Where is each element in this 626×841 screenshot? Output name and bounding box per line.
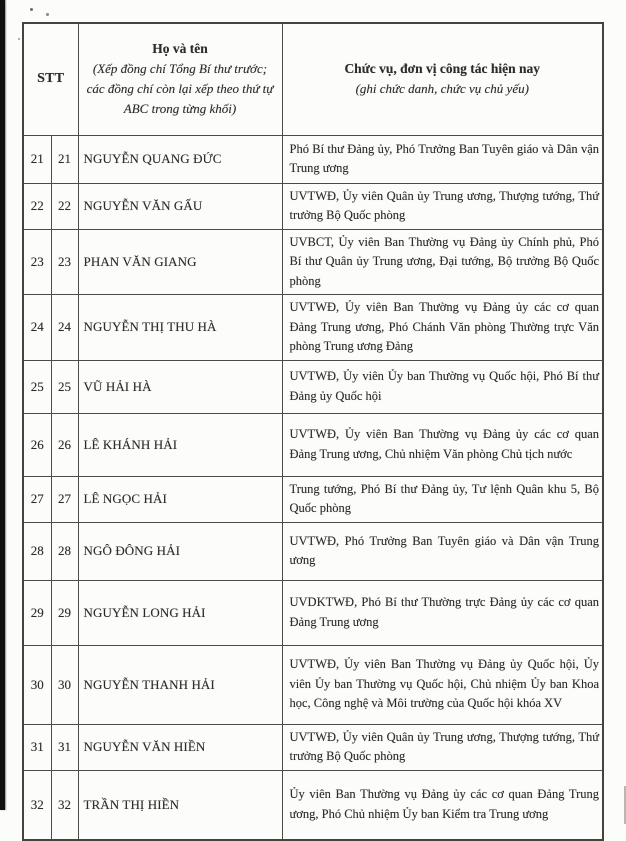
position-cell: UVBCT, Ủy viên Ban Thường vụ Đảng ủy Chính phủ, Phó Bí thư Quân ủy Trung ương, Đại tướng, Bộ trưởng Bộ Quốc phòng xyxy=(282,229,603,295)
header-position-note: (ghi chức danh, chức vụ chủ yếu) xyxy=(355,80,529,96)
header-position xyxy=(282,23,603,135)
table-row xyxy=(23,580,603,645)
header-row xyxy=(23,23,603,135)
table-row xyxy=(23,724,603,770)
stt-primary-cell: 29 xyxy=(23,580,51,645)
stt-primary-cell: 22 xyxy=(23,183,51,229)
scan-speck xyxy=(30,8,33,11)
name-cell: NGÔ ĐÔNG HẢI xyxy=(78,522,282,580)
table-body xyxy=(23,135,603,840)
table-row xyxy=(23,645,603,724)
table-row xyxy=(23,183,603,229)
position-cell: UVTWĐ, Ủy viên Ủy ban Thường vụ Quốc hội, Phó Bí thư Đảng ủy Quốc hội xyxy=(282,360,603,413)
position-cell: Ủy viên Ban Thường vụ Đảng ủy các cơ quan Đảng Trung ương, Phó Chủ nhiệm Ủy ban Kiểm tra Trung ương xyxy=(282,770,603,840)
position-cell: Phó Bí thư Đảng ủy, Phó Trưởng Ban Tuyên giáo và Dân vận Trung ương xyxy=(282,135,603,183)
header-stt: STT xyxy=(23,23,78,135)
stt-primary-cell: 27 xyxy=(23,476,51,522)
table-row xyxy=(23,413,603,476)
name-cell: NGUYỄN THANH HẢI xyxy=(78,645,282,724)
scan-edge-strip xyxy=(0,0,5,810)
position-cell: UVTWĐ, Ủy viên Ban Thường vụ Đảng ủy các cơ quan Đảng Trung ương, Chủ nhiệm Văn phòng Chủ tịch nước xyxy=(282,413,603,476)
header-name-note: (Xếp đồng chí Tổng Bí thư trước; các đồng chí còn lại xếp theo thứ tự ABC trong từng khối) xyxy=(86,60,274,117)
table-row xyxy=(23,522,603,580)
position-cell: Trung tướng, Phó Bí thư Đảng ủy, Tư lệnh Quân khu 5, Bộ Quốc phòng xyxy=(282,476,603,522)
stt-secondary-cell: 28 xyxy=(51,522,78,580)
stt-secondary-cell: 27 xyxy=(51,476,78,522)
name-cell: PHAN VĂN GIANG xyxy=(78,229,282,295)
position-cell: UVTWĐ, Ủy viên Quân ủy Trung ương, Thượng tướng, Thứ trưởng Bộ Quốc phòng xyxy=(282,183,603,229)
stt-primary-cell: 31 xyxy=(23,724,51,770)
stt-secondary-cell: 22 xyxy=(51,183,78,229)
position-cell: UVTWĐ, Ủy viên Ban Thường vụ Đảng ủy Quốc hội, Ủy viên Ủy ban Thường vụ Quốc hội, Chủ nhiệm Ủy ban Khoa học, Công nghệ và Môi trường của Quốc hội khóa XV xyxy=(282,645,603,724)
stt-secondary-cell: 30 xyxy=(51,645,78,724)
stt-primary-cell: 25 xyxy=(23,360,51,413)
name-cell: LÊ NGỌC HẢI xyxy=(78,476,282,522)
name-cell: NGUYỄN QUANG ĐỨC xyxy=(78,135,282,183)
table-row xyxy=(23,295,603,361)
position-cell: UVTWĐ, Ủy viên Ban Thường vụ Đảng ủy các cơ quan Đảng Trung ương, Phó Chánh Văn phòng Thường trực Văn phòng Trung ương Đảng xyxy=(282,295,603,361)
personnel-table-container xyxy=(22,22,604,841)
name-cell: VŨ HẢI HÀ xyxy=(78,360,282,413)
personnel-table xyxy=(22,22,604,841)
stt-primary-cell: 26 xyxy=(23,413,51,476)
stt-secondary-cell: 31 xyxy=(51,724,78,770)
stt-secondary-cell: 23 xyxy=(51,229,78,295)
position-cell: UVTWĐ, Ủy viên Quân ủy Trung ương, Thượng tướng, Thứ trưởng Bộ Quốc phòng xyxy=(282,724,603,770)
stt-primary-cell: 23 xyxy=(23,229,51,295)
name-cell: NGUYỄN LONG HẢI xyxy=(78,580,282,645)
stt-primary-cell: 21 xyxy=(23,135,51,183)
stt-primary-cell: 24 xyxy=(23,295,51,361)
header-position-title: Chức vụ, đơn vị công tác hiện nay xyxy=(344,61,541,77)
name-cell: NGUYỄN VĂN GẤU xyxy=(78,183,282,229)
table-row xyxy=(23,476,603,522)
stt-secondary-cell: 24 xyxy=(51,295,78,361)
header-name-title: Họ và tên xyxy=(152,41,208,57)
name-cell: NGUYỄN THỊ THU HÀ xyxy=(78,295,282,361)
stt-secondary-cell: 29 xyxy=(51,580,78,645)
stt-secondary-cell: 32 xyxy=(51,770,78,840)
table-row xyxy=(23,229,603,295)
name-cell: NGUYỄN VĂN HIỀN xyxy=(78,724,282,770)
position-cell: UVDKTWĐ, Phó Bí thư Thường trực Đảng ủy các cơ quan Đảng Trung ương xyxy=(282,580,603,645)
scan-speck xyxy=(18,38,20,40)
name-cell: LÊ KHÁNH HẢI xyxy=(78,413,282,476)
stt-secondary-cell: 25 xyxy=(51,360,78,413)
stt-primary-cell: 32 xyxy=(23,770,51,840)
table-header xyxy=(23,23,603,135)
table-row xyxy=(23,770,603,840)
stt-primary-cell: 28 xyxy=(23,522,51,580)
stt-secondary-cell: 26 xyxy=(51,413,78,476)
scan-speck xyxy=(46,13,49,16)
header-name xyxy=(78,23,282,135)
table-row xyxy=(23,135,603,183)
stt-primary-cell: 30 xyxy=(23,645,51,724)
name-cell: TRẦN THỊ HIỀN xyxy=(78,770,282,840)
position-cell: UVTWĐ, Phó Trưởng Ban Tuyên giáo và Dân vận Trung ương xyxy=(282,522,603,580)
table-row xyxy=(23,360,603,413)
stt-secondary-cell: 21 xyxy=(51,135,78,183)
